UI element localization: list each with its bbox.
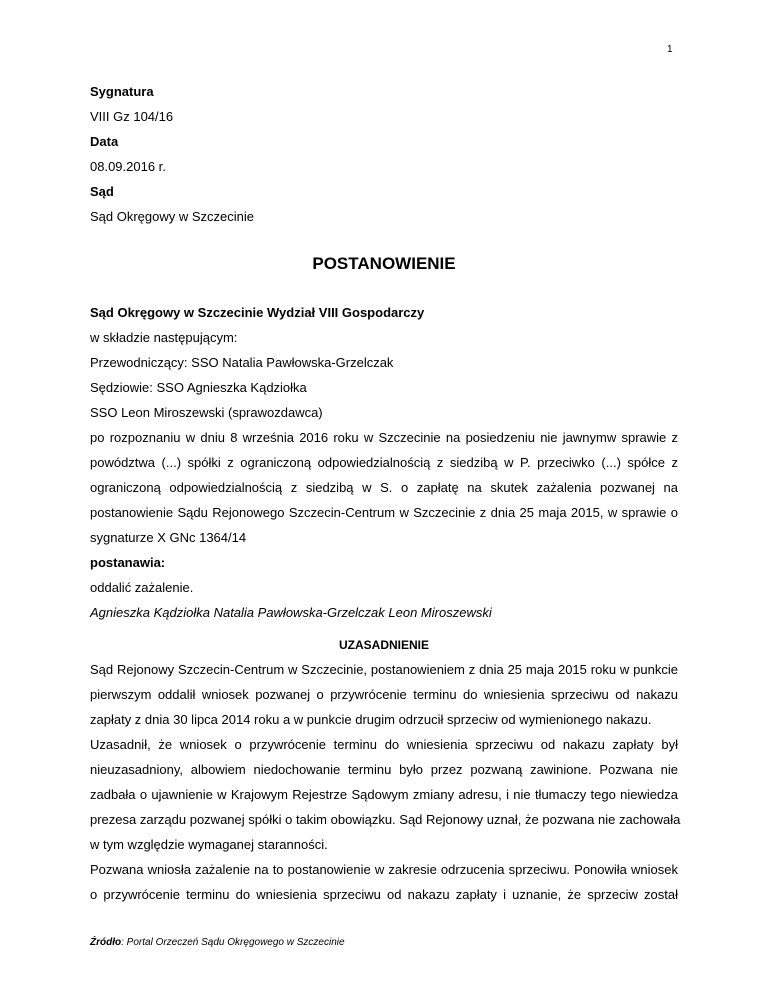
document-title: POSTANOWIENIE [312,254,456,273]
court-heading: Sąd Okręgowy w Szczecinie Wydział VIII Gospodarczy [90,305,425,320]
paragraph-line: nieuzasadniony, albowiem niedochowanie terminu było przez pozwaną zawinione. Pozwana nie [90,762,678,777]
uzasadnienie-heading: UZASADNIENIE [338,638,429,652]
intro-line: sygnaturze X GNc 1364/14 [90,530,247,545]
signatures-text: Agnieszka Kądziołka Natalia Pawłowska-Grzelczak Leon Miroszewski [90,605,492,620]
paragraph-line: zadbała o ujawnienie w Krajowym Rejestrze Sądowym zmiany adresu, i nie tłumaczy tego niewiedza [90,787,678,802]
intro-line: po rozpoznaniu w dniu 8 września 2016 roku w Szczecinie na posiedzeniu nie jawnymw sprawie z [90,430,678,445]
signature-label: Sygnatura [90,84,154,99]
paragraph-line: w tym względzie wymaganej staranności. [90,837,328,852]
page-number: 1 [667,44,673,55]
source-label: Źródło [90,937,122,948]
intro-line: ograniczoną odpowiedzialnością z siedzibą w S. o zapłatę na skutek zażalenia pozwanej na [90,480,678,495]
paragraph-line: Sąd Rejonowy Szczecin-Centrum w Szczecinie, postanowieniem z dnia 25 maja 2015 roku w punkcie [90,662,678,677]
rapporteur-text: SSO Leon Miroszewski (sprawozdawca) [90,405,323,420]
paragraph-line: prezesa zarządu pozwanej spółki o takim obowiązku. Sąd Rejonowy uznał, że pozwana nie zachowała [90,812,681,827]
date-label: Data [90,134,119,149]
decision-text: oddalić zażalenie. [90,580,194,595]
date-value: 08.09.2016 r. [90,159,166,174]
court-value: Sąd Okręgowy w Szczecinie [90,209,255,224]
intro-line: postanowienie Sądu Rejonowego Szczecin-Centrum w Szczecinie z dnia 25 maja 2015, w sprawie o [90,505,678,520]
paragraph-line: pierwszym oddalił wniosek pozwanej o przywrócenie terminu do wniesienia sprzeciwu od nakazu [90,687,678,702]
intro-line: powództwa (...) spółki z ograniczoną odpowiedzialnością z siedzibą w P. przeciwko (...) spółce z [90,455,678,470]
source-text: : Portal Orzeczeń Sądu Okręgowego w Szczecinie [121,937,345,948]
source-footer [90,937,345,948]
decision-label: postanawia: [90,555,166,570]
paragraph-line: o przywrócenie terminu do wniesienia sprzeciwu od nakazu zapłaty i uznanie, że sprzeciw został [90,887,678,902]
court-label: Sąd [90,184,114,199]
paragraph-line: Pozwana wniosła zażalenie na to postanowienie w zakresie odrzucenia sprzeciwu. Ponowiła wniosek [90,862,678,877]
paragraph-line: zapłaty z dnia 30 lipca 2014 roku a w punkcie drugim odrzucił sprzeciw od wymienionego nakazu. [90,712,652,727]
composition-text: w składzie następującym: [90,330,238,345]
paragraph-line: Uzasadnił, że wniosek o przywrócenie terminu do wniesienia sprzeciwu od nakazu zapłaty był [90,737,678,752]
judges-text: Sędziowie: SSO Agnieszka Kądziołka [90,380,307,395]
signature-value: VIII Gz 104/16 [90,109,174,124]
chair-text: Przewodniczący: SSO Natalia Pawłowska-Grzelczak [90,355,394,370]
